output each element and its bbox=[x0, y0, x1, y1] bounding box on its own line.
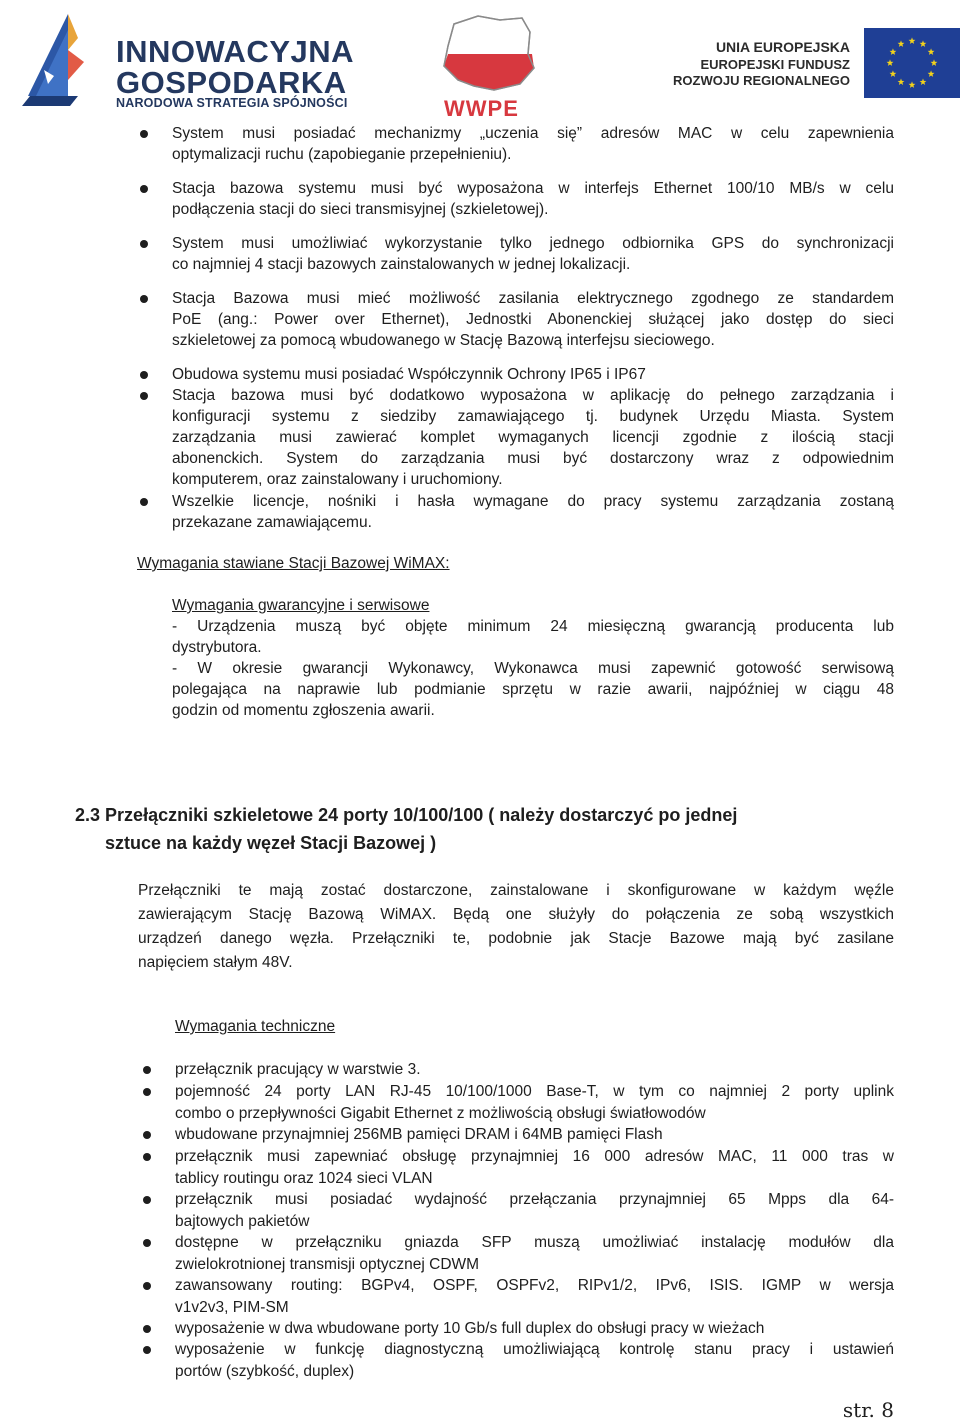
bullet-item bbox=[172, 491, 894, 533]
wwpe-text: WWPE bbox=[444, 96, 519, 121]
text-line: napięciem stałym 48V. bbox=[138, 954, 293, 971]
text-line: zarządzania musi zawierać komplet wymaganych licencji zgodnie z ilością stacji bbox=[172, 429, 894, 446]
logo-line-3: NARODOWA STRATEGIA SPÓJNOŚCI bbox=[116, 96, 348, 110]
text-line: dystrybutora. bbox=[172, 639, 262, 656]
text-line: wyposażenie w funkcję diagnostyczną umożliwiającą kontrolę stanu pracy i ustawień bbox=[175, 1341, 894, 1358]
text-line: komputerem, oraz zainstalowany i uruchomiony. bbox=[172, 471, 503, 488]
text-line: System musi umożliwiać wykorzystanie tylko jednego odbiornika GPS do synchronizacji bbox=[172, 235, 894, 252]
bullet-item bbox=[175, 1275, 894, 1318]
bullet-icon bbox=[143, 1282, 151, 1290]
bullet-item bbox=[175, 1189, 894, 1232]
text-line: przełącznik pracujący w warstwie 3. bbox=[175, 1061, 421, 1078]
ue-line-3: ROZWOJU REGIONALNEGO bbox=[673, 73, 850, 88]
ig-emblem-icon bbox=[18, 10, 98, 106]
bullet-icon bbox=[143, 1325, 151, 1333]
eu-flag-icon bbox=[864, 28, 960, 98]
text-line: Stacja bazowa systemu musi być wyposażona w interfejs Ethernet 100/10 MB/s w celu bbox=[172, 180, 894, 197]
text-line: tablicy routingu oraz 1024 sieci VLAN bbox=[175, 1169, 433, 1187]
bullet-item bbox=[175, 1318, 894, 1340]
unia-europejska-logo bbox=[673, 28, 960, 103]
logo-line-2: GOSPODARKA bbox=[116, 65, 347, 100]
bullet-item bbox=[172, 233, 894, 275]
text-line: zawansowany routing: BGPv4, OSPF, OSPFv2, RIPv1/2, IPv6, ISIS. IGMP w wersja bbox=[175, 1277, 894, 1294]
bullet-item bbox=[172, 364, 894, 385]
text-line: optymalizacji ruchu (zapobieganie przepełnieniu). bbox=[172, 146, 512, 163]
bullet-icon bbox=[143, 1196, 151, 1204]
bullet-icon bbox=[140, 130, 148, 138]
text-line: przełącznik musi posiadać wydajność przełączania przynajmniej 65 Mpps dla 64- bbox=[175, 1191, 894, 1208]
text-line: Obudowa systemu musi posiadać Współczynnik Ochrony IP65 i IP67 bbox=[172, 366, 646, 383]
bullet-item bbox=[175, 1081, 894, 1124]
text-line: portów (szybkość, duplex) bbox=[175, 1362, 355, 1380]
section-number: 2.3 bbox=[75, 805, 101, 825]
bullet-icon bbox=[140, 392, 148, 400]
bullet-item bbox=[172, 178, 894, 220]
text-line: v1v2v3, PIM-SM bbox=[175, 1298, 289, 1316]
text-line: abonenckich. System do zarządzania musi być dostarczony wraz z odpowiednim bbox=[172, 450, 894, 467]
warranty-text bbox=[172, 616, 894, 721]
text-line: przełącznik musi zapewniać obsługę przynajmniej 16 000 adresów MAC, 11 000 tras w bbox=[175, 1148, 894, 1165]
bullet-icon bbox=[143, 1131, 151, 1139]
bullet-icon bbox=[140, 371, 148, 379]
bullet-icon bbox=[143, 1239, 151, 1247]
page-number: str. 8 bbox=[842, 1398, 894, 1422]
wwpe-logo bbox=[434, 10, 538, 121]
bullet-item bbox=[175, 1146, 894, 1189]
text-line: System musi posiadać mechanizmy „uczenia się” adresów MAC w celu zapewnienia bbox=[172, 125, 894, 142]
warranty-heading: Wymagania gwarancyjne i serwisowe bbox=[172, 597, 430, 614]
technical-requirements-heading: Wymagania techniczne bbox=[175, 1018, 336, 1035]
innowacyjna-gospodarka-logo bbox=[18, 10, 355, 110]
text-line: wyposażenie w dwa wbudowane porty 10 Gb/s full duplex do obsługi pracy w wieżach bbox=[175, 1320, 765, 1337]
bullet-icon bbox=[140, 240, 148, 248]
text-line: pojemność 24 porty LAN RJ-45 10/100/1000 Base-T, w tym co najmniej 2 porty uplink bbox=[175, 1083, 894, 1100]
text-line: przekazane zamawiającemu. bbox=[172, 514, 372, 531]
bullet-icon bbox=[140, 498, 148, 506]
text-line: podłączenia stacji do sieci transmisyjnej (szkieletowej). bbox=[172, 201, 549, 218]
text-line: Stacja Bazowa musi mieć możliwość zasilania elektrycznego zgodnego ze standardem bbox=[172, 290, 894, 307]
bullet-item bbox=[172, 288, 894, 351]
text-line: urządzeń danego węzła. Przełączniki te, podobnie jak Stacje Bazowe mają być zasilane bbox=[138, 930, 894, 947]
section-title-line-1: Przełączniki szkieletowe 24 porty 10/100/100 ( należy dostarczyć po jednej bbox=[105, 805, 738, 825]
text-line: konfiguracji systemu z siedziby zamawiającego tj. budynek Urzędu Miasta. System bbox=[172, 408, 894, 425]
bullet-item bbox=[175, 1339, 894, 1382]
ue-line-1: UNIA EUROPEJSKA bbox=[715, 39, 850, 55]
text-line: combo o przepływności Gigabit Ethernet z możliwością obsługi światłowodów bbox=[175, 1104, 706, 1122]
bullet-icon bbox=[143, 1088, 151, 1096]
text-line: PoE (ang.: Power over Ethernet), Jednostki Abonenckiej służącej jako dostęp do sieci bbox=[172, 311, 894, 328]
ue-line-2: EUROPEJSKI FUNDUSZ bbox=[700, 57, 850, 72]
text-line: - Urządzenia muszą być objęte minimum 24 miesięczną gwarancją producenta lub bbox=[172, 618, 894, 635]
text-line: godzin od momentu zgłoszenia awarii. bbox=[172, 702, 435, 719]
page-header bbox=[0, 0, 960, 121]
text-line: polegająca na naprawie lub podmianie sprzętu w razie awarii, najpóźniej w ciągu 48 bbox=[172, 681, 894, 698]
bullet-item bbox=[175, 1232, 894, 1275]
text-line: szkieletowej za pomocą wbudowanego w Stację Bazową interfejsu sieciowego. bbox=[172, 332, 715, 349]
bullet-icon bbox=[143, 1153, 151, 1161]
text-line: zawierającym Stację Bazową WiMAX. Będą one służyły do połączenia ze sobą wszystkich bbox=[138, 906, 894, 923]
bullet-icon bbox=[140, 295, 148, 303]
text-line: co najmniej 4 stacji bazowych zainstalowanych w jednej lokalizacji. bbox=[172, 256, 631, 273]
text-line: zwielokrotnionej transmisji optycznej CDWM bbox=[175, 1255, 480, 1273]
text-line: Przełączniki te mają zostać dostarczone, zainstalowane i skonfigurowane w każdym węźle bbox=[138, 882, 894, 899]
wimax-requirements-heading: Wymagania stawiane Stacji Bazowej WiMAX: bbox=[137, 555, 450, 572]
bullet-item bbox=[175, 1124, 894, 1146]
section-title-line-2: sztuce na każdy węzeł Stacji Bazowej ) bbox=[105, 833, 437, 853]
bullet-item bbox=[172, 123, 894, 165]
text-line: Stacja bazowa musi być dodatkowo wyposażona w aplikację do pełnego zarządzania i bbox=[172, 387, 894, 404]
text-line: bajtowych pakietów bbox=[175, 1212, 310, 1230]
text-line: - W okresie gwarancji Wykonawcy, Wykonawca musi zapewnić gotowość serwisową bbox=[172, 660, 894, 677]
bullet-icon bbox=[140, 185, 148, 193]
bullet-item bbox=[175, 1059, 894, 1081]
bullet-icon bbox=[143, 1346, 151, 1354]
text-line: wbudowane przynajmniej 256MB pamięci DRAM i 64MB pamięci Flash bbox=[175, 1126, 663, 1143]
bullet-icon bbox=[143, 1066, 151, 1074]
section-heading bbox=[75, 801, 895, 829]
poland-map-icon bbox=[434, 10, 538, 96]
text-line: Wszelkie licencje, nośniki i hasła wymagane do pracy systemu zarządzania zostaną bbox=[172, 493, 894, 510]
logo-line-1: INNOWACYJNA bbox=[116, 34, 355, 69]
bullet-item bbox=[172, 385, 894, 490]
text-line: dostępne w przełączniku gniazda SFP muszą umożliwiać instalację modułów dla bbox=[175, 1234, 894, 1251]
intro-paragraph bbox=[138, 879, 894, 975]
